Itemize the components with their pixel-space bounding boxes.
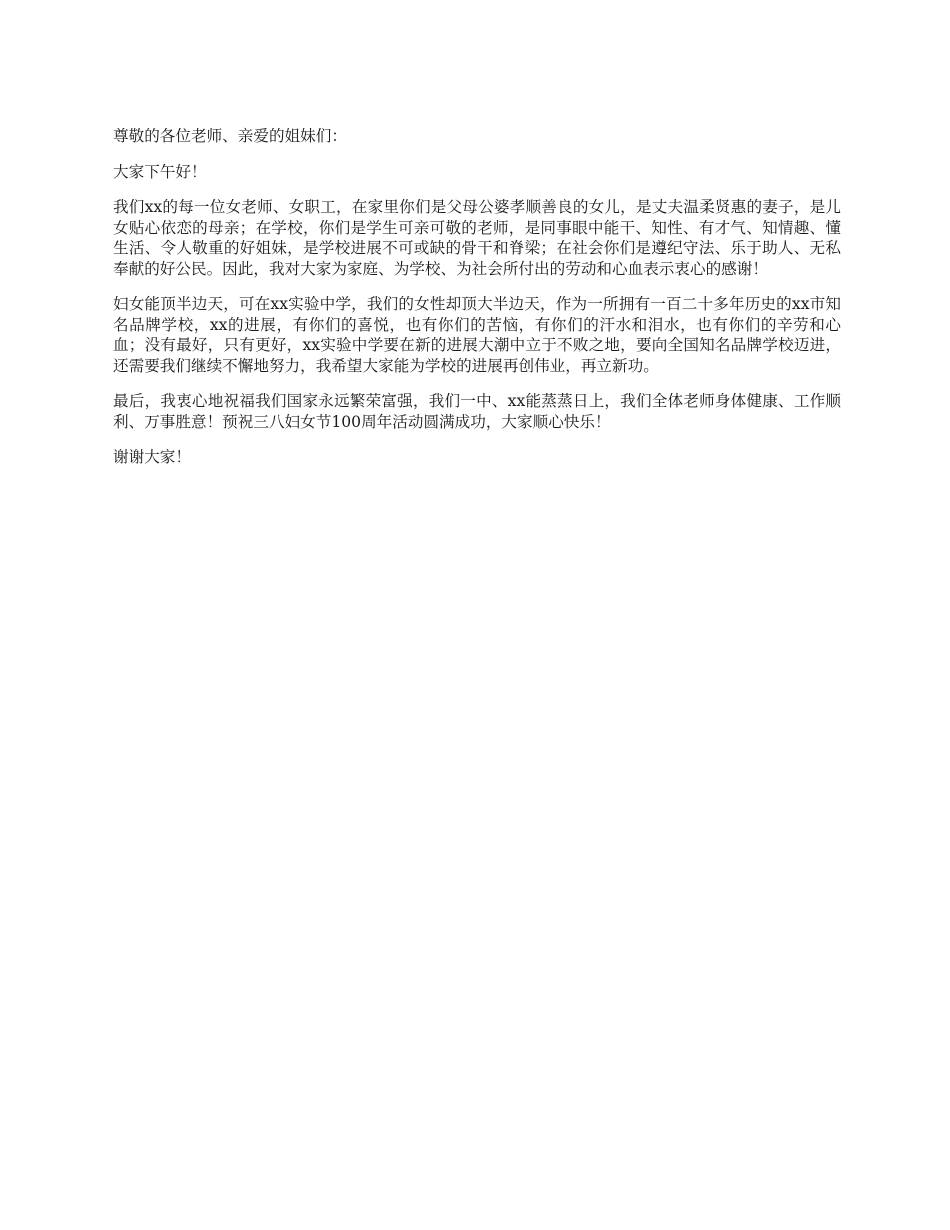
paragraph-gratitude: 我们xx的每一位女老师、女职工，在家里你们是父母公婆孝顺善良的女儿，是丈夫温柔贤惠的妻子，是儿女贴心依恋的母亲；在学校，你们是学生可亲可敬的老师，是同事眼中能干、知性、有才气、知情趣、懂生活、令人敬重的好姐妹，是学校进展不可或缺的骨干和脊梁；在社会你们是遵纪守法、乐于助人、无私奉献的好公民。因此，我对大家为家庭、为学校、为社会所付出的劳动和心血表示衷心的感谢！	[113, 198, 841, 278]
greeting: 大家下午好！	[113, 162, 207, 181]
paragraph-school: 妇女能顶半边天，可在xx实验中学，我们的女性却顶大半边天，作为一所拥有一百二十多年历史的xx市知名品牌学校，xx的进展，有你们的喜悦，也有你们的苦恼，有你们的汗水和泪水，也有你们的辛劳和心血；没有最好，只有更好，xx实验中学要在新的进展大潮中立于不败之地，要向全国知名品牌学校迈进，还需要我们继续不懈地努力，我希望大家能为学校的进展再创伟业，再立新功。	[113, 295, 841, 375]
closing: 谢谢大家！	[113, 448, 191, 466]
salutation: 尊敬的各位老师、亲爱的姐妹们：	[113, 127, 347, 145]
paragraph-blessing: 最后，我衷心地祝福我们国家永远繁荣富强，我们一中、xx能蒸蒸日上，我们全体老师身体健康、工作顺利、万事胜意！预祝三八妇女节100周年活动圆满成功，大家顺心快乐！	[113, 392, 841, 431]
document-body	[113, 126, 841, 483]
